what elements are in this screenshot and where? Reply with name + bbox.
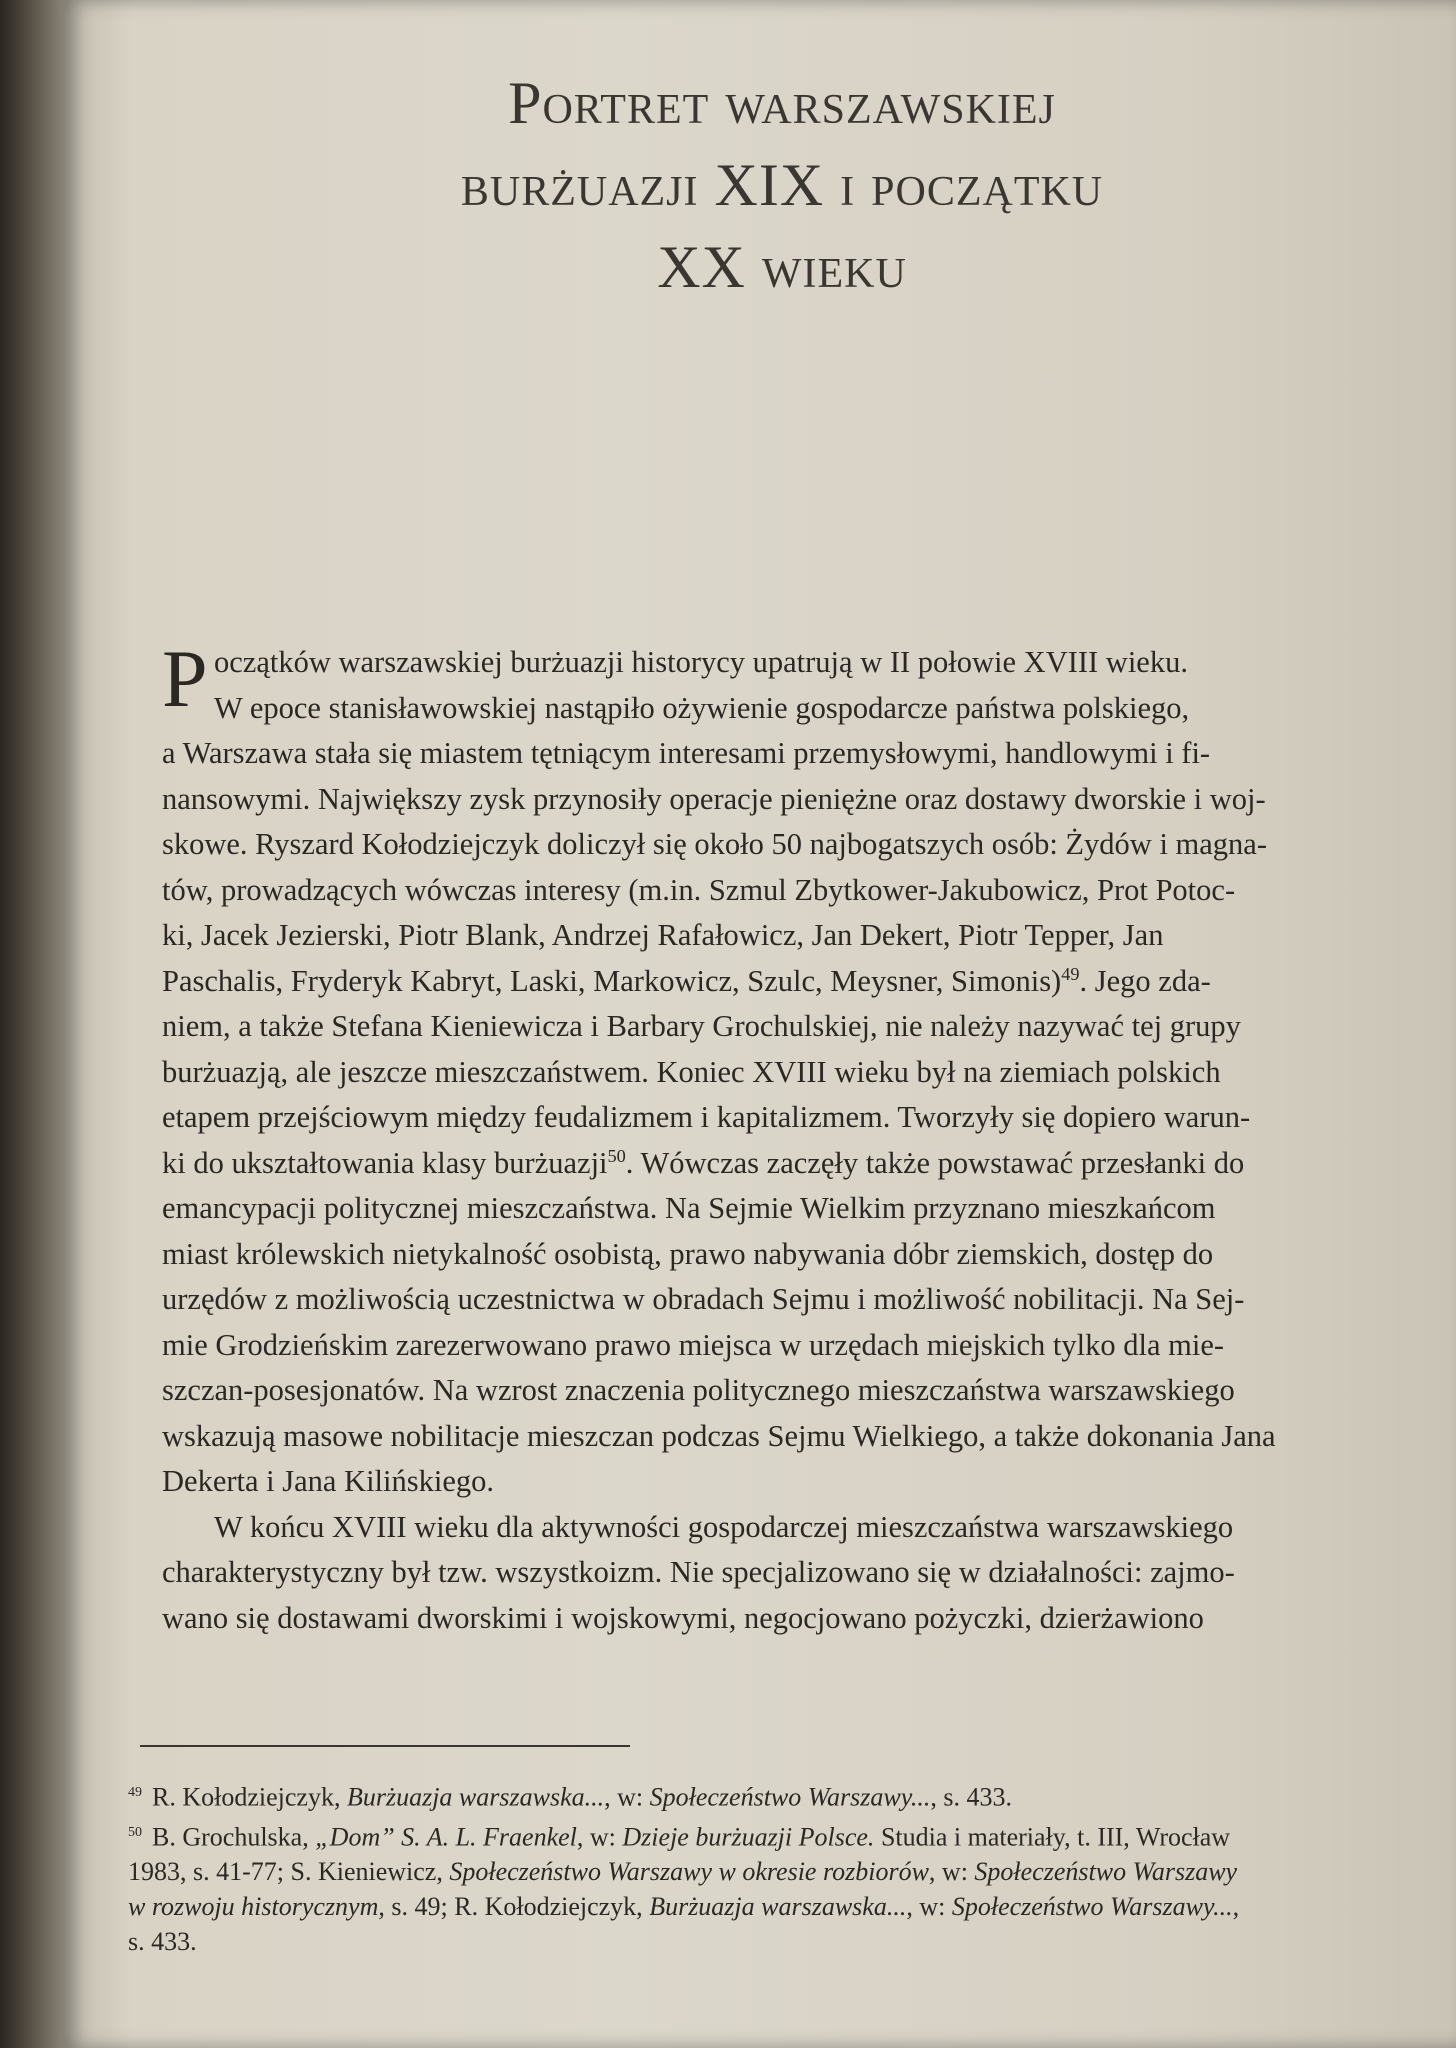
text-fragment: . Jego zda- <box>1079 963 1211 998</box>
footnote-50-line: s. 433. <box>128 1927 197 1957</box>
text-fragment: Dzieje burżuazji Polsce. <box>622 1822 875 1852</box>
text-fragment: Społeczeństwo Warszawy... <box>951 1892 1233 1922</box>
text-fragment: 1983, s. 41-77; S. Kieniewicz, <box>128 1857 450 1887</box>
text-line: ki, Jacek Jezierski, Piotr Blank, Andrzej Rafałowicz, Jan Dekert, Piotr Tepper, Jan <box>162 918 1164 952</box>
text-fragment: , w: <box>604 1782 650 1812</box>
book-page <box>62 0 1456 2048</box>
text-line: charakterystyczny był tzw. wszystkoizm. Nie specjalizowano się w działalności: zajmo- <box>162 1555 1235 1589</box>
text-fragment: B. Grochulska, <box>152 1822 316 1852</box>
drop-cap: P <box>162 633 208 724</box>
text-fragment: Paschalis, Fryderyk Kabryt, Laski, Markowicz, Szulc, Meysner, Simonis) <box>162 963 1062 998</box>
footnote-number: 50 <box>128 1824 142 1840</box>
chapter-title-line: burżuazji XIX i początku <box>460 152 1104 218</box>
text-fragment: . Wówczas zaczęły także powstawać przesłanki do <box>625 1145 1245 1180</box>
text-line: etapem przejściowym między feudalizmem i kapitalizmem. Tworzyły się dopiero warun- <box>162 1100 1251 1134</box>
main-text <box>162 633 1456 1641</box>
text-fragment: Społeczeństwo Warszawy <box>974 1857 1238 1887</box>
text-line: emancypacji politycznej mieszczaństwa. Na Sejmie Wielkim przyznano mieszkańcom <box>162 1191 1216 1225</box>
footnote-separator <box>140 1745 630 1747</box>
text-line: mie Grodzieńskim zarezerwowano prawo miejsca w urzędach miejskich tylko dla mie- <box>162 1327 1225 1362</box>
text-line: wskazują masowe nobilitacje mieszczan podczas Sejmu Wielkiego, a także dokonania Jana <box>162 1418 1276 1453</box>
text-line: W epoce stanisławowskiej nastąpiło ożywienie gospodarcze państwa polskiego, <box>214 690 1190 725</box>
text-fragment: , s. 49; R. Kołodziejczyk, <box>378 1892 650 1922</box>
text-fragment: „Dom” S. A. L. Fraenkel <box>315 1822 577 1852</box>
text-fragment: Burżuazja warszawska... <box>346 1782 605 1812</box>
text-line <box>162 959 1456 1005</box>
text-line: nansowymi. Największy zysk przynosiły operacje pieniężne oraz dostawy dworskie i woj- <box>162 781 1266 816</box>
text-line: urzędów z możliwością uczestnictwa w obradach Sejmu i możliwość nobilitacji. Na Sej- <box>162 1282 1245 1316</box>
text-line: szczan-posesjonatów. Na wzrost znaczenia politycznego mieszczaństwa warszawskiego <box>162 1373 1235 1407</box>
text-line: burżuazją, ale jeszcze mieszczaństwem. Koniec XVIII wieku był na ziemiach polskich <box>162 1054 1221 1089</box>
text-fragment: Burżuazja warszawska... <box>649 1892 907 1922</box>
footnote-50-line <box>128 1889 1456 1924</box>
text-line: oczątków warszawskiej burżuazji historycy upatrują w II połowie XVIII wieku. <box>214 645 1188 679</box>
text-line: miast królewskich nietykalność osobistą, prawo nabywania dóbr ziemskich, dostęp do <box>162 1236 1214 1271</box>
text-fragment: Społeczeństwo Warszawy w okresie rozbiorów <box>449 1857 929 1887</box>
text-fragment: Studia i materiały, t. III, Wrocław <box>874 1822 1231 1852</box>
text-fragment: R. Kołodziejczyk, <box>152 1782 347 1812</box>
text-fragment: , w: <box>928 1857 975 1887</box>
text-fragment: Społeczeństwo Warszawy... <box>649 1782 931 1812</box>
text-line: W końcu XVIII wieku dla aktywności gospodarczej mieszczaństwa warszawskiego <box>214 1509 1234 1544</box>
text-fragment: ki do ukształtowania klasy burżuazji <box>162 1145 608 1180</box>
footnote-ref-49[interactable]: 49 <box>1061 963 1080 984</box>
footnote-50-line <box>128 1854 1456 1889</box>
text-line <box>162 1141 1456 1187</box>
footnote-ref-50[interactable]: 50 <box>607 1145 626 1166</box>
text-line: tów, prowadzących wówczas interesy (m.in. Szmul Zbytkower-Jakubowicz, Prot Potoc- <box>162 872 1236 907</box>
text-line: a Warszawa stała się miastem tętniącym interesami przemysłowymi, handlowymi i fi- <box>162 736 1211 770</box>
footnote-49 <box>128 1775 1456 1815</box>
text-line: wano się dostawami dworskimi i wojskowymi, negocjowano pożyczki, dzierżawiono <box>162 1600 1204 1635</box>
footnotes <box>128 1775 1456 1959</box>
text-fragment: w rozwoju historycznym <box>128 1892 379 1922</box>
chapter-title-line: Portret warszawskiej <box>508 70 1056 136</box>
chapter-title <box>222 62 1342 308</box>
footnote-50 <box>128 1815 1456 1855</box>
text-fragment: , <box>1232 1892 1240 1922</box>
text-line: skowe. Ryszard Kołodziejczyk doliczył się około 50 najbogatszych osób: Żydów i magna- <box>162 827 1267 861</box>
text-fragment: , w: <box>576 1822 623 1852</box>
chapter-title-line: XX wieku <box>657 234 907 300</box>
text-fragment: , s. 433. <box>930 1782 1012 1812</box>
text-line: niem, a także Stefana Kieniewicza i Barbary Grochulskiej, nie należy nazywać tej grupy <box>162 1009 1241 1043</box>
text-fragment: , w: <box>906 1892 952 1922</box>
text-line: Dekerta i Jana Kilińskiego. <box>162 1464 495 1498</box>
footnote-number: 49 <box>128 1785 142 1800</box>
